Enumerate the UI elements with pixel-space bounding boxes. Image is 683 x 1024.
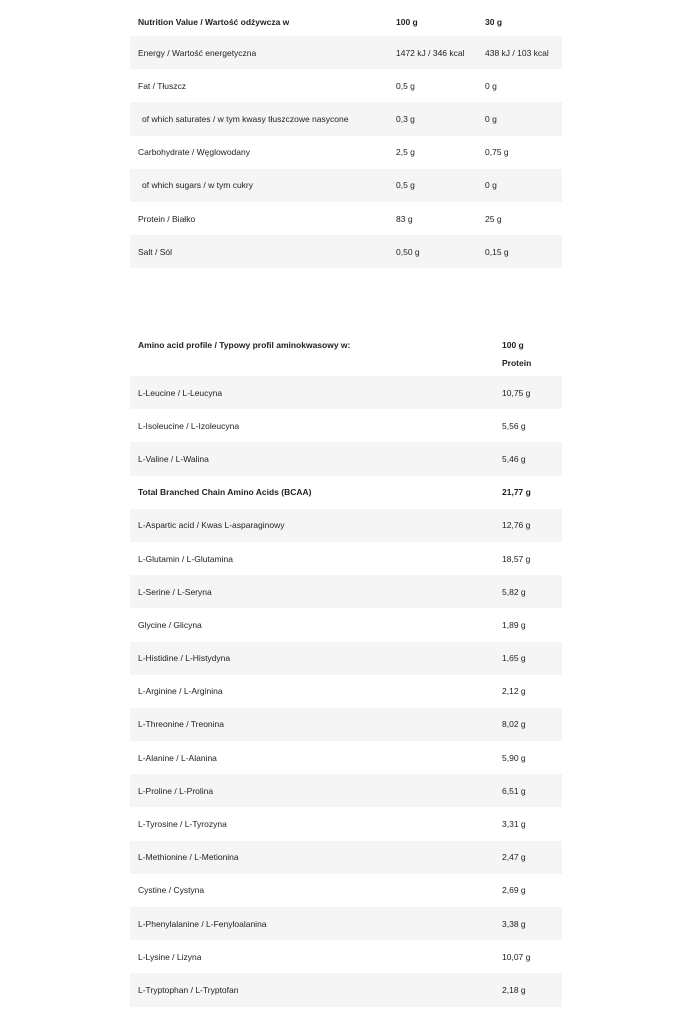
row-value-30g: 0 g <box>485 113 497 124</box>
row-value: 3,31 g <box>502 819 526 830</box>
row-value: 5,90 g <box>502 752 526 763</box>
row-value: 10,07 g <box>502 951 531 962</box>
row-value: 12,76 g <box>502 520 531 531</box>
row-value-30g: 438 kJ / 103 kcal <box>485 47 549 58</box>
amino-header-100g: 100 g <box>502 340 524 350</box>
table-row <box>130 774 562 807</box>
nutrition-header-30g: 30 g <box>485 17 503 27</box>
row-value: 2,18 g <box>502 984 526 995</box>
row-value-100g: 0,50 g <box>396 246 420 257</box>
table-row <box>130 708 562 741</box>
row-label: L-Serine / L-Seryna <box>138 586 212 597</box>
row-label: Protein / Białko <box>138 213 196 224</box>
table-row <box>130 235 562 268</box>
row-value: 1,89 g <box>502 619 526 630</box>
row-label: Salt / Sól <box>138 246 173 257</box>
row-value-30g: 25 g <box>485 213 502 224</box>
row-label: L-Phenylalanine / L-Fenyloalanina <box>138 918 267 929</box>
table-row <box>130 476 562 509</box>
row-value-30g: 0,15 g <box>485 246 509 257</box>
row-label: L-Glutamin / L-Glutamina <box>138 553 233 564</box>
row-value: 5,56 g <box>502 420 526 431</box>
row-value-100g: 0,5 g <box>396 80 415 91</box>
row-value: 6,51 g <box>502 785 526 796</box>
row-label: L-Aspartic acid / Kwas L-asparaginowy <box>138 520 285 531</box>
row-value: 3,38 g <box>502 918 526 929</box>
table-row <box>130 642 562 675</box>
row-label: Fat / Tłuszcz <box>138 80 187 91</box>
table-row <box>130 136 562 169</box>
table-row <box>130 907 562 940</box>
row-value: 2,12 g <box>502 686 526 697</box>
row-label: of which sugars / w tym cukry <box>142 180 254 191</box>
row-value-100g: 83 g <box>396 213 413 224</box>
row-value: 21,77 g <box>502 487 531 498</box>
nutrition-table <box>130 8 562 268</box>
table-row <box>130 874 562 907</box>
row-label: Glycine / Glicyna <box>138 619 202 630</box>
table-row <box>130 940 562 973</box>
table-row <box>130 376 562 409</box>
table-row <box>130 807 562 840</box>
row-value: 1,65 g <box>502 653 526 664</box>
row-value: 2,69 g <box>502 885 526 896</box>
row-value: 5,82 g <box>502 586 526 597</box>
row-value: 8,02 g <box>502 719 526 730</box>
table-row <box>130 69 562 102</box>
row-label: L-Leucine / L-Leucyna <box>138 387 223 398</box>
row-value-30g: 0 g <box>485 180 497 191</box>
row-value-100g: 2,5 g <box>396 147 415 158</box>
amino-header-row <box>130 320 562 376</box>
amino-header-protein: Protein <box>502 358 532 368</box>
table-row <box>130 575 562 608</box>
table-row <box>130 608 562 641</box>
table-row <box>130 102 562 135</box>
amino-header-column <box>502 336 531 372</box>
table-row <box>130 36 562 69</box>
row-value: 10,75 g <box>502 387 531 398</box>
nutrition-header-label: Nutrition Value / Wartość odżywcza w <box>138 17 290 27</box>
row-label: L-Histidine / L-Histydyna <box>138 653 231 664</box>
nutrition-header-row <box>130 8 562 36</box>
row-label: L-Tryptophan / L-Tryptofan <box>138 984 239 995</box>
row-value: 18,57 g <box>502 553 531 564</box>
row-label: L-Threonine / Treonina <box>138 719 224 730</box>
table-row <box>130 841 562 874</box>
row-label: of which saturates / w tym kwasy tłuszczowe nasycone <box>142 113 349 124</box>
row-value-30g: 0,75 g <box>485 147 509 158</box>
row-label: Cystine / Cystyna <box>138 885 205 896</box>
row-value-100g: 0,5 g <box>396 180 415 191</box>
amino-acid-table <box>130 320 562 1007</box>
row-label: Total Branched Chain Amino Acids (BCAA) <box>138 487 312 498</box>
row-value-30g: 0 g <box>485 80 497 91</box>
table-row <box>130 442 562 475</box>
table-row <box>130 741 562 774</box>
table-row <box>130 169 562 202</box>
row-value-100g: 1472 kJ / 346 kcal <box>396 47 465 58</box>
row-label: L-Valine / L-Walina <box>138 453 209 464</box>
table-row <box>130 509 562 542</box>
row-value: 2,47 g <box>502 852 526 863</box>
row-value: 5,46 g <box>502 453 526 464</box>
nutrition-header-100g: 100 g <box>396 17 418 27</box>
row-label: Carbohydrate / Węglowodany <box>138 147 250 158</box>
amino-header-label: Amino acid profile / Typowy profil aminokwasowy w: <box>138 340 351 350</box>
row-value-100g: 0,3 g <box>396 113 415 124</box>
table-row <box>130 973 562 1006</box>
row-label: Energy / Wartość energetyczna <box>138 47 257 58</box>
table-row <box>130 675 562 708</box>
table-row <box>130 542 562 575</box>
row-label: L-Proline / L-Prolina <box>138 785 214 796</box>
row-label: L-Lysine / Lizyna <box>138 951 202 962</box>
row-label: L-Arginine / L-Arginina <box>138 686 223 697</box>
row-label: L-Alanine / L-Alanina <box>138 752 217 763</box>
row-label: L-Methionine / L-Metionina <box>138 852 239 863</box>
row-label: L-Tyrosine / L-Tyrozyna <box>138 819 227 830</box>
table-row <box>130 409 562 442</box>
row-label: L-Isoleucine / L-Izoleucyna <box>138 420 240 431</box>
table-row <box>130 202 562 235</box>
